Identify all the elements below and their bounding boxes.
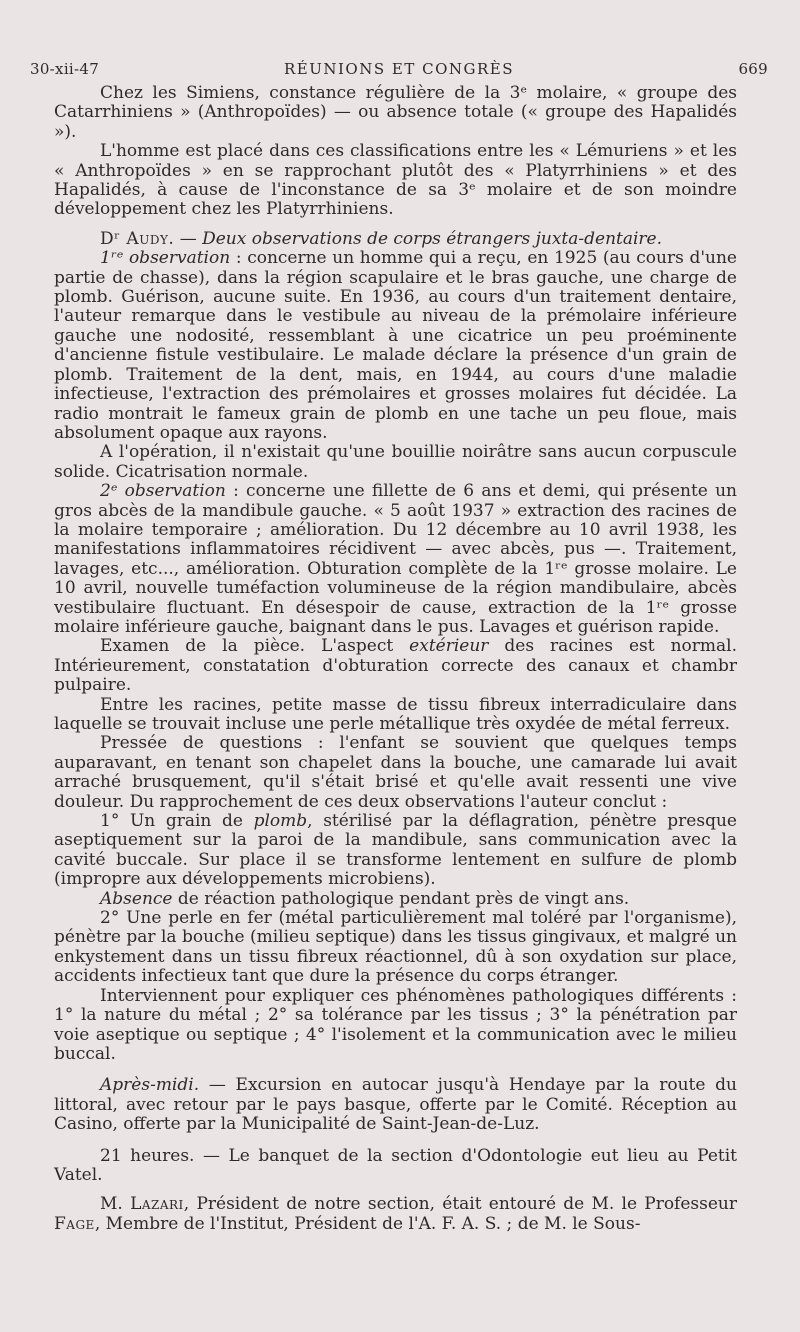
- paragraph-entre: Entre les racines, petite masse de tissu fibreux interradiculaire dans laquelle se trouvait incluse une perle métallique très oxydée de métal ferreux.: [54, 694, 737, 734]
- conclusion-1-emphasis: plomb: [253, 811, 308, 832]
- absence-text: de réaction pathologique pendant près de vingt ans.: [172, 888, 630, 909]
- conclusion-1-text-a: 1° Un grain de: [100, 811, 254, 832]
- person-name-lazari: Lazari: [130, 1194, 184, 1215]
- running-header: [30, 60, 768, 84]
- paragraph-pressee: Pressée de questions : l'enfant se souvient que quelques temps auparavant, en tenant son chapelet dans la bouche, une camarade lui avait arraché brusquement, qu'il s'était brisé et qu'elle avait ressenti une vive douleur. Du rapprochement de ces deux observations l'auteur conclut :: [54, 733, 737, 812]
- paragraph-examen: [54, 637, 737, 695]
- paragraph-absence: [54, 890, 737, 909]
- observation-1-label: 1ʳᵉ observation: [100, 248, 231, 269]
- paragraph-audy-heading: [54, 230, 737, 249]
- paragraph-21-heures: 21 heures. — Le banquet de la section d'Odontologie eut lieu au Petit Vatel.: [54, 1145, 737, 1185]
- paragraph-conclusion-2: 2° Une perle en fer (métal particulièrement mal toléré par l'organisme), pénètre par la bouche (milieu septique) dans les tissus gingivaux, et malgré un enkystement dans un tissu fibreux réactionnel, dû à son oxydation sur place, accidents infectieux tant que dure la présence du corps étranger.: [54, 908, 737, 987]
- paragraph-lazari: [54, 1195, 737, 1234]
- paragraph-observation-1: [54, 249, 737, 443]
- apres-midi-text: — Excursion en autocar jusqu'à Hendaye par la route du littoral, avec retour par le pays basque, offerte par le Comité. Réception au Casino, offerte par la Municipalité de Saint-Jean-de-Luz.: [54, 1075, 737, 1135]
- paragraph-conclusion-1: [54, 812, 737, 890]
- page-number: 669: [738, 60, 768, 78]
- lazari-text-c: , Membre de l'Institut, Président de l'A. F. A. S. ; de M. le Sous-: [94, 1213, 641, 1234]
- paragraph-observation-2: [54, 482, 737, 637]
- apres-midi-label: Après-midi.: [100, 1075, 200, 1096]
- absence-emphasis: Absence: [100, 888, 173, 909]
- observation-2-text: : concerne une fillette de 6 ans et demi, qui présente un gros abcès de la mandibule gauche. « 5 août 1937 » extraction des racines de la molaire temporaire ; amélioration. Du 12 décembre au 10 avril 1938, les manifestations inflammatoires récidivent — avec abcès, pus —. Traitement, lavages, etc..., amélioration. Obturation complète de la 1ʳᵉ grosse molaire. Le 10 avril, nouvelle tuméfaction volumineuse de la région mandibulaire, abcès vestibulaire fluctuant. En désespoir de cause, extraction de la 1ʳᵉ grosse molaire inférieure gauche, baignant dans le pus. Lavages et guérison rapide.: [54, 481, 737, 637]
- header-title: RÉUNIONS ET CONGRÈS: [283, 60, 515, 78]
- paragraph-homme: L'homme est placé dans ces classifications entre les « Lémuriens » et les « Anthropoïdes » en se rapprochant plutôt des « Platyrrhiniens » et des Hapalidés, à cause de l'inconstance de sa 3ᵉ molaire et de son moindre développement chez les Platyrrhiniens.: [54, 141, 737, 220]
- examen-emphasis: extérieur: [409, 636, 489, 657]
- lazari-text-a: M.: [100, 1194, 131, 1215]
- observation-2-label: 2ᵉ observation: [100, 481, 226, 502]
- paragraph-interviennent: Interviennent pour expliquer ces phénomènes pathologiques différents : 1° la nature du métal ; 2° sa tolérance par les tissus ; 3° la pénétration par voie aseptique ou septique ; 4° l'isolement et la communication avec le milieu buccal.: [54, 985, 737, 1064]
- author-name: Dʳ Audy.: [100, 228, 175, 249]
- communication-title: — Deux observations de corps étrangers juxta-dentaire.: [179, 228, 663, 249]
- paragraph-operation: A l'opération, il n'existait qu'une bouillie noirâtre sans aucun corpuscule solide. Cicatrisation normale.: [54, 442, 737, 482]
- lazari-text-b: , Président de notre section, était entouré de M. le Professeur: [183, 1194, 737, 1215]
- header-date: 30-xii-47: [30, 60, 100, 78]
- page-body: [54, 84, 737, 1234]
- person-name-fage: Fage: [54, 1213, 95, 1234]
- observation-1-text: : concerne un homme qui a reçu, en 1925 (au cours d'une partie de chasse), dans la région scapulaire et le bras gauche, une charge de plomb. Guérison, aucune suite. En 1936, au cours d'un traitement dentaire, l'auteur remarque dans le vestibule au niveau de la prémolaire inférieure gauche une nodosité, ressemblant à une cicatrice un peu proéminente d'ancienne fistule vestibulaire. Le malade déclare la présence d'un grain de plomb. Traitement de la dent, mais, en 1944, au cours d'une maladie infectieuse, l'extraction des prémolaires et grosses molaires fut décidée. La radio montrait le fameux grain de plomb en une tache un peu floue, mais absolument opaque aux rayons.: [54, 248, 737, 443]
- conclusion-1-text-b: , stérilisé par la déflagration, pénètre presque aseptiquement sur la paroi de la mandibule, sans communication avec la cavité buccale. Sur place il se transforme lentement en sulfure de plomb (impropre aux développements microbiens).: [54, 811, 737, 890]
- examen-text-a: Examen de la pièce. L'aspect: [100, 636, 410, 657]
- paragraph-simiens: Chez les Simiens, constance régulière de la 3ᵉ molaire, « groupe des Catarrhiniens » (Anthropoïdes) — ou absence totale (« groupe des Hapalidés »).: [54, 83, 737, 142]
- paragraph-apres-midi: [54, 1076, 737, 1134]
- examen-text-b: des racines est normal. Intérieurement, constatation d'obturation correcte des canaux et chambr pulpaire.: [54, 636, 737, 696]
